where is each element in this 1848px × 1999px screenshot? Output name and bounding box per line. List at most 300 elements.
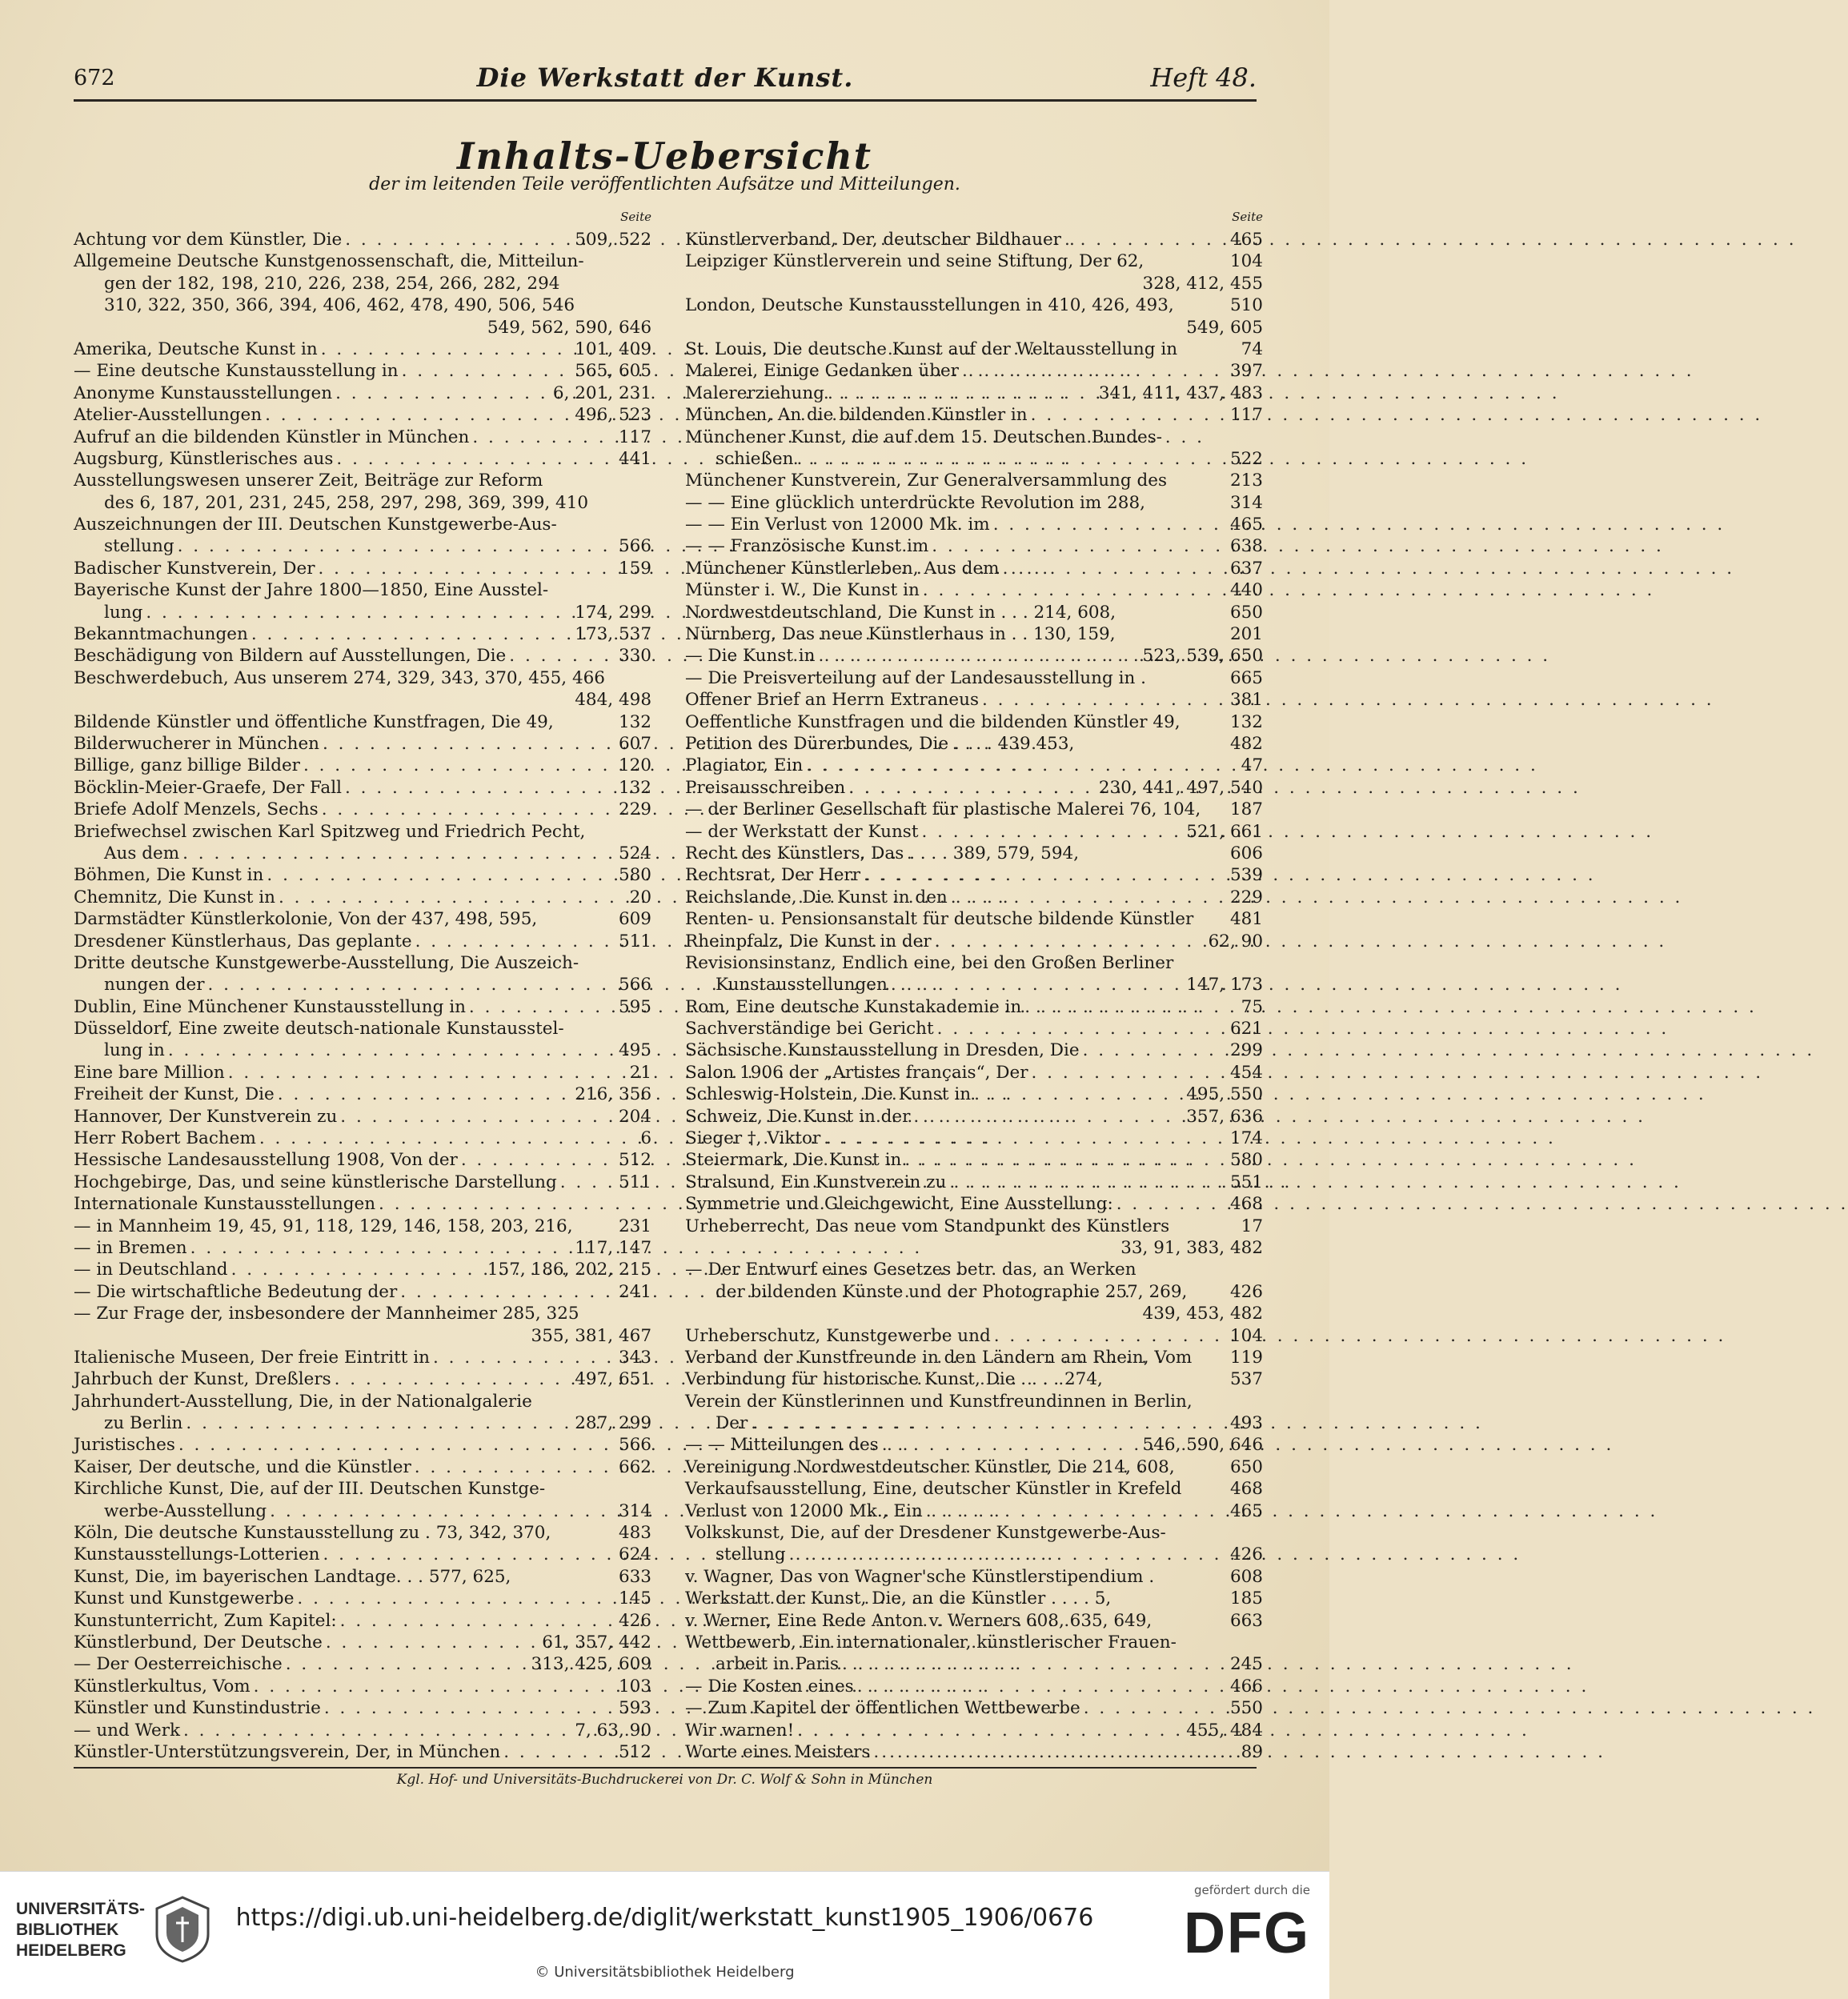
index-entry-line bbox=[74, 558, 651, 579]
index-entry bbox=[685, 1478, 1263, 1500]
index-entry bbox=[74, 1259, 651, 1280]
index-entry-line bbox=[685, 864, 1263, 886]
entry-text: Beschädigung von Bildern auf Ausstellungen, Die bbox=[74, 646, 507, 667]
index-entry bbox=[685, 1325, 1263, 1347]
index-entry bbox=[74, 1128, 651, 1149]
index-entry-line bbox=[685, 294, 1263, 316]
index-entry bbox=[685, 821, 1263, 843]
dot-leader bbox=[411, 1456, 619, 1478]
page-refs: 565, 605 bbox=[575, 361, 651, 382]
index-entry bbox=[74, 1544, 651, 1565]
index-entry-line bbox=[685, 1018, 1263, 1040]
page-refs: 104 bbox=[1229, 1325, 1263, 1346]
index-entry-line bbox=[74, 273, 651, 294]
page-refs: 314 bbox=[1229, 492, 1263, 513]
index-entry bbox=[685, 1610, 1263, 1632]
index-entry bbox=[685, 1697, 1263, 1719]
dot-leader bbox=[1021, 996, 1241, 1018]
dot-leader bbox=[820, 1128, 1230, 1149]
entry-text: — — Eine glücklich unterdrückte Revolution im 288, bbox=[685, 492, 1145, 513]
index-entry-line bbox=[685, 448, 1263, 470]
dot-leader bbox=[948, 887, 1230, 908]
index-entry-line bbox=[685, 821, 1263, 843]
index-entry-line bbox=[74, 492, 651, 514]
index-entry-line bbox=[685, 427, 1263, 448]
page-refs: 17 bbox=[1241, 1216, 1263, 1236]
page-refs: 120 bbox=[618, 755, 651, 776]
index-entry-line bbox=[74, 667, 651, 689]
index-entry bbox=[685, 1368, 1263, 1390]
dot-leader bbox=[557, 1172, 619, 1193]
entry-text: Kunst und Kunstgewerbe bbox=[74, 1588, 295, 1609]
index-entry bbox=[74, 1149, 651, 1171]
dot-leader bbox=[845, 777, 1099, 799]
page-refs: 381 bbox=[1229, 690, 1263, 711]
dot-leader bbox=[888, 974, 1186, 995]
dfg-logo[interactable] bbox=[1150, 1883, 1310, 1987]
entry-text: Briefe Adolf Menzels, Sechs bbox=[74, 799, 319, 820]
index-entry bbox=[685, 294, 1263, 339]
page-refs: 539 bbox=[1229, 865, 1263, 886]
index-entry bbox=[685, 689, 1263, 711]
index-entry-line bbox=[74, 1456, 651, 1478]
index-entry-line bbox=[685, 273, 1263, 294]
page-refs: 132 bbox=[618, 711, 651, 732]
issue-number: Heft 48. bbox=[1150, 62, 1257, 93]
index-entry-line bbox=[685, 383, 1263, 404]
page-refs: 145 bbox=[618, 1588, 651, 1609]
index-entry-line bbox=[685, 908, 1263, 930]
entry-text: — Die wirtschaftliche Bedeutung der bbox=[74, 1281, 398, 1302]
dot-leader bbox=[1000, 558, 1230, 579]
page-refs: 624 bbox=[618, 1544, 651, 1565]
index-entry bbox=[685, 887, 1263, 908]
dot-leader bbox=[337, 1106, 619, 1128]
entry-text: Schleswig-Holstein, Die Kunst in bbox=[685, 1084, 972, 1105]
entry-text: Böhmen, Die Kunst in bbox=[74, 865, 264, 886]
entry-text: Rechtsrat, Der Herr bbox=[685, 865, 860, 886]
index-entry bbox=[685, 908, 1263, 930]
page-refs: 426 bbox=[1229, 1281, 1263, 1302]
dot-leader bbox=[918, 821, 1186, 843]
page-refs: 662 bbox=[618, 1456, 651, 1477]
index-entry bbox=[685, 1456, 1263, 1478]
index-entry bbox=[685, 1522, 1263, 1566]
index-entry-line bbox=[74, 1084, 651, 1105]
index-entry bbox=[74, 1391, 651, 1435]
entry-text: Kunstausstellungen bbox=[716, 975, 888, 995]
index-entry bbox=[685, 535, 1263, 557]
dot-leader bbox=[294, 1588, 619, 1609]
entry-text: Verbindung für historische Kunst, Die . . . . 274, bbox=[685, 1369, 1103, 1390]
index-entry bbox=[685, 250, 1263, 294]
entry-text: Urheberrecht, Das neue vom Standpunkt des Künstlers bbox=[685, 1216, 1170, 1236]
entry-text: Hannover, Der Kunstverein zu bbox=[74, 1106, 338, 1127]
dot-leader bbox=[928, 535, 1230, 557]
entry-text: — — Mitteilungen des bbox=[685, 1435, 879, 1456]
entry-text: Künstler und Kunstindustrie bbox=[74, 1698, 321, 1719]
index-entry bbox=[685, 1193, 1263, 1215]
index-list-right bbox=[685, 229, 1263, 1763]
index-entry bbox=[74, 1368, 651, 1390]
entry-text: v. Werner, Eine Rede Anton v. Werners 608, 635, 649, bbox=[685, 1610, 1152, 1631]
index-entry-line bbox=[74, 864, 651, 886]
entry-text: Nürnberg, Das neue Künstlerhaus in . . 130, 159, bbox=[685, 624, 1116, 645]
index-entry-line bbox=[685, 1237, 1263, 1259]
index-entry-line bbox=[74, 1544, 651, 1565]
entry-text: Anonyme Kunstausstellungen bbox=[74, 383, 333, 403]
entry-text: — der Berliner Gesellschaft für plastische Malerei 76, 104, bbox=[685, 799, 1201, 820]
index-entry bbox=[685, 514, 1263, 535]
entry-text: München, An die bildenden Künstler in bbox=[685, 405, 1028, 426]
dot-leader bbox=[179, 843, 619, 864]
entry-text: Juristisches bbox=[74, 1435, 175, 1456]
index-entry bbox=[685, 623, 1263, 645]
page-refs: 650 bbox=[1229, 1456, 1263, 1477]
entry-text: v. Wagner, Das von Wagner'sche Künstlerstipendium . bbox=[685, 1566, 1155, 1587]
page-refs: 230, 441, 497, 540 bbox=[1098, 777, 1263, 798]
entry-text: Eine bare Million bbox=[74, 1062, 225, 1083]
page-refs: 75 bbox=[1241, 996, 1263, 1017]
entry-text: — Die Kosten eines bbox=[685, 1676, 854, 1697]
entry-text: — und Werk bbox=[74, 1720, 180, 1741]
entry-text: Beschwerdebuch, Aus unserem 274, 329, 343, 370, 455, 466 bbox=[74, 667, 605, 688]
dot-leader bbox=[323, 1632, 542, 1653]
index-entry-line bbox=[74, 294, 651, 316]
page-refs: 607 bbox=[618, 733, 651, 754]
page-title: Inhalts-Uebersicht bbox=[456, 134, 873, 178]
entry-text: — Zur Frage der, insbesondere der Mannheimer 285, 325 bbox=[74, 1304, 579, 1324]
page-refs: 426 bbox=[1229, 1544, 1263, 1565]
index-entry-line bbox=[685, 1697, 1263, 1719]
page-refs: 549, 605 bbox=[1186, 317, 1263, 338]
page-refs: 566 bbox=[618, 1435, 651, 1456]
dot-leader bbox=[332, 383, 553, 404]
index-entry bbox=[685, 1259, 1263, 1324]
index-entry-line bbox=[685, 1741, 1263, 1763]
index-entry-line bbox=[74, 1172, 651, 1193]
viewer-footer bbox=[0, 1871, 1329, 1999]
entry-text: Worte eines Meisters bbox=[685, 1741, 871, 1762]
index-entry-line bbox=[74, 1741, 651, 1763]
page-refs: 465 bbox=[1229, 230, 1263, 250]
entry-text: Aufruf an die bildenden Künstler in München bbox=[74, 427, 470, 447]
page-refs: 468 bbox=[1229, 1194, 1263, 1215]
dot-leader bbox=[920, 579, 1230, 601]
index-entry-line bbox=[685, 1434, 1263, 1456]
index-entry bbox=[74, 1434, 651, 1456]
index-entry bbox=[685, 1128, 1263, 1149]
page-refs: 609 bbox=[618, 909, 651, 930]
index-entry bbox=[74, 1193, 651, 1215]
dot-leader bbox=[934, 1018, 1230, 1040]
index-entry-line bbox=[74, 1653, 651, 1675]
page-refs: 62, 90 bbox=[1208, 931, 1263, 951]
index-column-left bbox=[74, 208, 651, 1763]
page-refs: 551 bbox=[1229, 1172, 1263, 1192]
dot-leader bbox=[319, 733, 619, 755]
page-refs: 638 bbox=[1229, 536, 1263, 557]
entry-text: Recht des Künstlers, Das . . . . 389, 579, 594, bbox=[685, 843, 1080, 863]
index-entry-line bbox=[685, 689, 1263, 711]
entry-text: Stralsund, Ein Kunstverein zu bbox=[685, 1172, 947, 1192]
index-entry bbox=[74, 799, 651, 820]
index-entry bbox=[74, 383, 651, 404]
permalink-url[interactable]: https://digi.ub.uni-heidelberg.de/diglit/werkstatt_kunst1905_1906/0676 bbox=[235, 1904, 1094, 1932]
index-entry-line bbox=[74, 887, 651, 908]
dot-leader bbox=[1028, 1062, 1230, 1084]
page-refs: 132 bbox=[618, 777, 651, 798]
dot-leader bbox=[923, 1500, 1230, 1522]
index-entry-line bbox=[685, 667, 1263, 689]
page-refs: 468 bbox=[1229, 1479, 1263, 1500]
index-entry bbox=[74, 1172, 651, 1193]
page-refs: 201 bbox=[1229, 624, 1263, 645]
entry-text: Volkskunst, Die, auf der Dresdener Kunstgewerbe-Aus- bbox=[685, 1523, 1166, 1544]
index-entry bbox=[74, 1632, 651, 1653]
index-entry-line bbox=[685, 404, 1263, 426]
running-header bbox=[74, 61, 1257, 98]
index-entry bbox=[685, 996, 1263, 1018]
dot-leader bbox=[256, 1128, 640, 1149]
page-refs: 637 bbox=[1229, 558, 1263, 579]
entry-text: Jahrbuch der Kunst, Dreßlers bbox=[74, 1369, 331, 1390]
index-entry bbox=[74, 339, 651, 360]
page-refs: 465 bbox=[1229, 515, 1263, 535]
entry-text: Oeffentliche Kunstfragen und die bildenden Künstler 49, bbox=[685, 711, 1181, 732]
page-refs: 328, 412, 455 bbox=[1142, 273, 1263, 294]
page-refs: 174, 299 bbox=[575, 602, 651, 623]
entry-text: Kunstausstellungs-Lotterien bbox=[74, 1544, 320, 1565]
index-entry bbox=[685, 1500, 1263, 1522]
index-entry bbox=[685, 1347, 1263, 1368]
index-entry-line bbox=[685, 974, 1263, 995]
entry-text: Künstlerbund, Der Deutsche bbox=[74, 1632, 323, 1652]
dot-leader bbox=[399, 360, 575, 382]
index-entry-line bbox=[74, 250, 651, 272]
entry-text: des 6, 187, 201, 231, 245, 258, 297, 298, 369, 399, 410 bbox=[104, 492, 589, 513]
page-refs: 117 bbox=[618, 427, 651, 447]
entry-text: lung bbox=[104, 602, 143, 623]
index-entry-line bbox=[74, 1632, 651, 1653]
page-refs: 663 bbox=[1229, 1610, 1263, 1631]
entry-text: — in Deutschland bbox=[74, 1260, 228, 1280]
dot-leader bbox=[860, 864, 1230, 886]
index-entry-line bbox=[74, 229, 651, 250]
page-refs: 89 bbox=[1241, 1741, 1263, 1762]
page-refs: 117, 147 bbox=[575, 1237, 651, 1258]
index-entry-line bbox=[685, 1544, 1263, 1565]
page-refs: 47 bbox=[1241, 755, 1263, 776]
index-entry-line bbox=[74, 1062, 651, 1084]
index-entry-line bbox=[74, 733, 651, 755]
index-entry-line bbox=[685, 1040, 1263, 1061]
index-entry-line bbox=[685, 1391, 1263, 1412]
dot-leader bbox=[275, 887, 630, 908]
index-entry-line bbox=[685, 931, 1263, 952]
index-entry-line bbox=[74, 427, 651, 448]
index-entry bbox=[685, 1566, 1263, 1588]
index-entry bbox=[685, 1391, 1263, 1435]
entry-text: Chemnitz, Die Kunst in bbox=[74, 887, 275, 907]
index-entry bbox=[74, 996, 651, 1018]
index-entry bbox=[74, 623, 651, 645]
entry-text: zu Berlin bbox=[104, 1413, 183, 1434]
dot-leader bbox=[466, 996, 619, 1018]
page-refs: 524 bbox=[618, 843, 651, 863]
index-entry bbox=[74, 1522, 651, 1544]
index-entry-line bbox=[74, 1588, 651, 1609]
entry-text: — Der Entwurf eines Gesetzes betr. das, an Werken bbox=[685, 1260, 1136, 1280]
entry-text: Petition des Dürerbundes, Die . . . . 439 453, bbox=[685, 733, 1075, 754]
index-entry-line bbox=[74, 1325, 651, 1347]
page-refs: 496, 523 bbox=[575, 405, 651, 426]
index-entry-line bbox=[74, 1434, 651, 1456]
copyright-notice: © Universitätsbibliothek Heidelberg bbox=[535, 1964, 795, 1981]
index-entry bbox=[74, 1741, 651, 1763]
page-refs: 440 bbox=[1229, 580, 1263, 601]
index-entry bbox=[74, 470, 651, 514]
index-entry-line bbox=[74, 1676, 651, 1697]
dot-leader bbox=[174, 535, 619, 557]
index-entry-line bbox=[74, 1697, 651, 1719]
index-entry bbox=[74, 952, 651, 996]
index-entry bbox=[685, 843, 1263, 864]
dot-leader bbox=[142, 602, 575, 623]
index-entry-line bbox=[74, 952, 651, 974]
index-entry bbox=[685, 404, 1263, 426]
page-refs: 537 bbox=[1229, 1369, 1263, 1390]
dot-leader bbox=[225, 1062, 630, 1084]
page-refs: 6 bbox=[640, 1128, 651, 1149]
entry-text: Werkstatt der Kunst, Die, an die Künstler . . . . 5, bbox=[685, 1588, 1112, 1609]
dot-leader bbox=[793, 448, 1229, 470]
entry-text: Münchener Kunst, die auf dem 15. Deutschen Bundes- bbox=[685, 427, 1163, 447]
entry-text: Schweiz, Die Kunst in der bbox=[685, 1106, 911, 1127]
page-refs: 185 bbox=[1229, 1588, 1263, 1609]
entry-text: Herr Robert Bachem bbox=[74, 1128, 256, 1149]
index-entry bbox=[74, 404, 651, 426]
dot-leader bbox=[165, 1040, 619, 1061]
index-entry-line bbox=[74, 317, 651, 339]
index-entry bbox=[685, 602, 1263, 623]
page-refs: 495, 550 bbox=[1186, 1084, 1263, 1105]
page-refs: 633 bbox=[618, 1566, 651, 1587]
page-refs: 593 bbox=[618, 1698, 651, 1719]
index-entry bbox=[685, 1084, 1263, 1105]
entry-text: Offener Brief an Herrn Extraneus bbox=[685, 690, 979, 711]
entry-text: Kunst, Die, im bayerischen Landtage. . . 577, 625, bbox=[74, 1566, 511, 1587]
dot-leader bbox=[1113, 1193, 1230, 1215]
dot-leader bbox=[1061, 229, 1230, 250]
dot-leader bbox=[794, 1720, 1186, 1741]
index-entry bbox=[74, 887, 651, 908]
page-refs: 61, 357, 442 bbox=[542, 1632, 651, 1652]
page-refs: 511 bbox=[618, 931, 651, 951]
index-entry bbox=[74, 1610, 651, 1632]
entry-text: Hochgebirge, Das, und seine künstlerische Darstellung bbox=[74, 1172, 557, 1192]
index-entry-line bbox=[685, 1216, 1263, 1237]
page-refs: 241 bbox=[618, 1281, 651, 1302]
dot-leader bbox=[824, 383, 1099, 404]
index-entry bbox=[74, 1281, 651, 1303]
entry-text: Malerei, Einige Gedanken über bbox=[685, 361, 959, 382]
dot-leader bbox=[991, 1325, 1230, 1347]
index-entry bbox=[74, 1720, 651, 1741]
index-entry-line bbox=[74, 1412, 651, 1434]
page-refs: 104 bbox=[1229, 251, 1263, 272]
index-entry-line bbox=[74, 1193, 651, 1215]
entry-text: Vereinigung Nordwestdeutscher Künstler, Die 214, 608, bbox=[685, 1456, 1175, 1477]
page-refs: 173, 537 bbox=[575, 624, 651, 645]
index-entry bbox=[685, 1172, 1263, 1193]
dot-leader bbox=[318, 339, 575, 360]
page-refs: 299 bbox=[1229, 1040, 1263, 1061]
dot-leader bbox=[910, 1106, 1186, 1128]
entry-text: Steiermark, Die Kunst in bbox=[685, 1150, 902, 1171]
entry-text: Briefwechsel zwischen Karl Spitzweg und Friedrich Pecht, bbox=[74, 821, 586, 842]
index-entry bbox=[685, 470, 1263, 491]
entry-text: der bildenden Künste und der Photographie 257, 269, bbox=[716, 1281, 1188, 1302]
entry-text: Freiheit der Kunst, Die bbox=[74, 1084, 275, 1105]
index-entry bbox=[685, 383, 1263, 404]
index-entry-line bbox=[74, 404, 651, 426]
index-entry-line bbox=[685, 579, 1263, 601]
index-entry bbox=[74, 1347, 651, 1368]
index-entry-line bbox=[685, 1084, 1263, 1105]
page-refs: 483 bbox=[618, 1523, 651, 1544]
index-entry-line bbox=[685, 1149, 1263, 1171]
entry-text: Revisionsinstanz, Endlich eine, bei den Großen Berliner bbox=[685, 952, 1174, 973]
entry-text: — in Bremen bbox=[74, 1237, 187, 1258]
index-entry-line bbox=[74, 383, 651, 404]
dot-leader bbox=[1028, 404, 1230, 426]
index-entry-line bbox=[685, 514, 1263, 535]
index-entry-line bbox=[74, 1106, 651, 1128]
entry-text: Bekanntmachungen bbox=[74, 624, 248, 645]
page-refs: 595 bbox=[618, 996, 651, 1017]
entry-text: London, Deutsche Kunstausstellungen in 410, 426, 493, bbox=[685, 295, 1174, 316]
index-entry bbox=[74, 579, 651, 623]
dot-leader bbox=[342, 777, 619, 799]
page-refs: 357, 636 bbox=[1186, 1106, 1263, 1127]
index-entry bbox=[685, 1741, 1263, 1763]
page-refs: 187 bbox=[1229, 799, 1263, 820]
dot-leader bbox=[251, 1676, 619, 1697]
index-entry bbox=[685, 558, 1263, 579]
page-refs: 466 bbox=[1229, 1676, 1263, 1697]
page-refs: 231 bbox=[618, 1216, 651, 1236]
dot-leader bbox=[187, 1237, 575, 1259]
page-refs: 213 bbox=[1229, 471, 1263, 491]
entry-text: Hessische Landesausstellung 1908, Von der bbox=[74, 1150, 458, 1171]
index-entry bbox=[685, 1720, 1263, 1741]
entry-text: — der Werkstatt der Kunst bbox=[685, 821, 919, 842]
entry-text: Verband der Kunstfreunde in den Ländern am Rhein, Vom bbox=[685, 1347, 1193, 1368]
page-refs: 455, 484 bbox=[1186, 1720, 1263, 1741]
entry-text: Böcklin-Meier-Graefe, Der Fall bbox=[74, 777, 343, 798]
page-refs: 454 bbox=[1229, 1062, 1263, 1083]
entry-text: Künstlerkultus, Vom bbox=[74, 1676, 251, 1697]
page-refs: 330 bbox=[618, 646, 651, 667]
entry-text: — — Ein Verlust von 12000 Mk. im bbox=[685, 515, 990, 535]
entry-text: Verlust von 12000 Mk., Ein bbox=[685, 1500, 923, 1521]
dot-leader bbox=[180, 1720, 575, 1741]
page-refs: 426 bbox=[618, 1610, 651, 1631]
entry-text: lung in bbox=[104, 1040, 165, 1061]
index-entry bbox=[74, 360, 651, 382]
entry-text: Sächsische Kunstausstellung in Dresden, Die bbox=[685, 1040, 1080, 1061]
